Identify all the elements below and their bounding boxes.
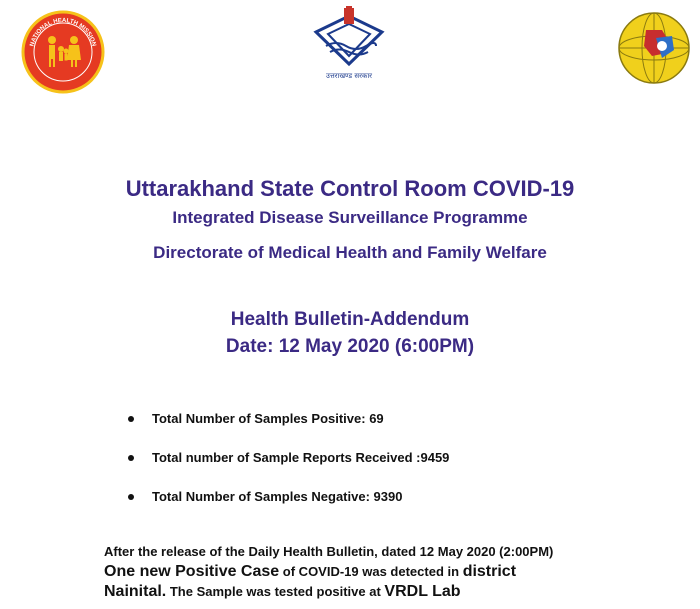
- svg-text:उत्तराखण्ड सरकार: उत्तराखण्ड सरकार: [325, 72, 373, 80]
- national-health-mission-logo-icon: [14, 8, 112, 96]
- list-item: [128, 449, 449, 488]
- bulletin-title: Health Bulletin-Addendum: [230, 309, 470, 330]
- stat-label: Total Number of Samples Positive: 69: [152, 411, 384, 426]
- district-name: Nainital.: [104, 583, 167, 600]
- bullet-icon: [128, 494, 134, 500]
- uttarakhand-emblem: [306, 4, 392, 86]
- tested-text: The Sample was tested positive at: [166, 584, 385, 599]
- list-item: [128, 410, 449, 449]
- footer-line-3: [104, 583, 694, 601]
- stat-label: Total Number of Samples Negative: 9390: [152, 489, 403, 504]
- bullet-icon: [128, 416, 134, 422]
- svg-text:NATIONAL HEALTH MISSION: NATIONAL HEALTH MISSION: [29, 17, 97, 48]
- list-item: [128, 488, 449, 527]
- national-health-mission-logo: [14, 8, 112, 96]
- stat-label: Total number of Sample Reports Received :9459: [152, 450, 450, 465]
- globe-emblem: [616, 10, 692, 86]
- bullet-icon: [128, 455, 134, 461]
- lab-name: VRDL Lab: [384, 583, 461, 600]
- stats-list: [128, 410, 449, 527]
- new-case-text: One new Positive Case: [104, 563, 280, 580]
- bulletin-date: Date: 12 May 2020 (6:00PM): [225, 336, 475, 357]
- page-title: Uttarakhand State Control Room COVID-19: [125, 176, 575, 201]
- addendum-note: [104, 544, 694, 601]
- detected-text: of COVID-19 was detected in: [279, 564, 463, 579]
- directorate-subtitle: Directorate of Medical Health and Family Welfare: [153, 243, 547, 262]
- footer-line-1: After the release of the Daily Health Bulletin, dated 12 May 2020 (2:00PM): [104, 544, 554, 559]
- globe-emblem-icon: [616, 10, 692, 86]
- uttarakhand-emblem-icon: [306, 4, 392, 86]
- district-text: district: [462, 563, 517, 580]
- footer-line-2: [104, 563, 694, 581]
- programme-subtitle: Integrated Disease Surveillance Programme: [172, 208, 528, 227]
